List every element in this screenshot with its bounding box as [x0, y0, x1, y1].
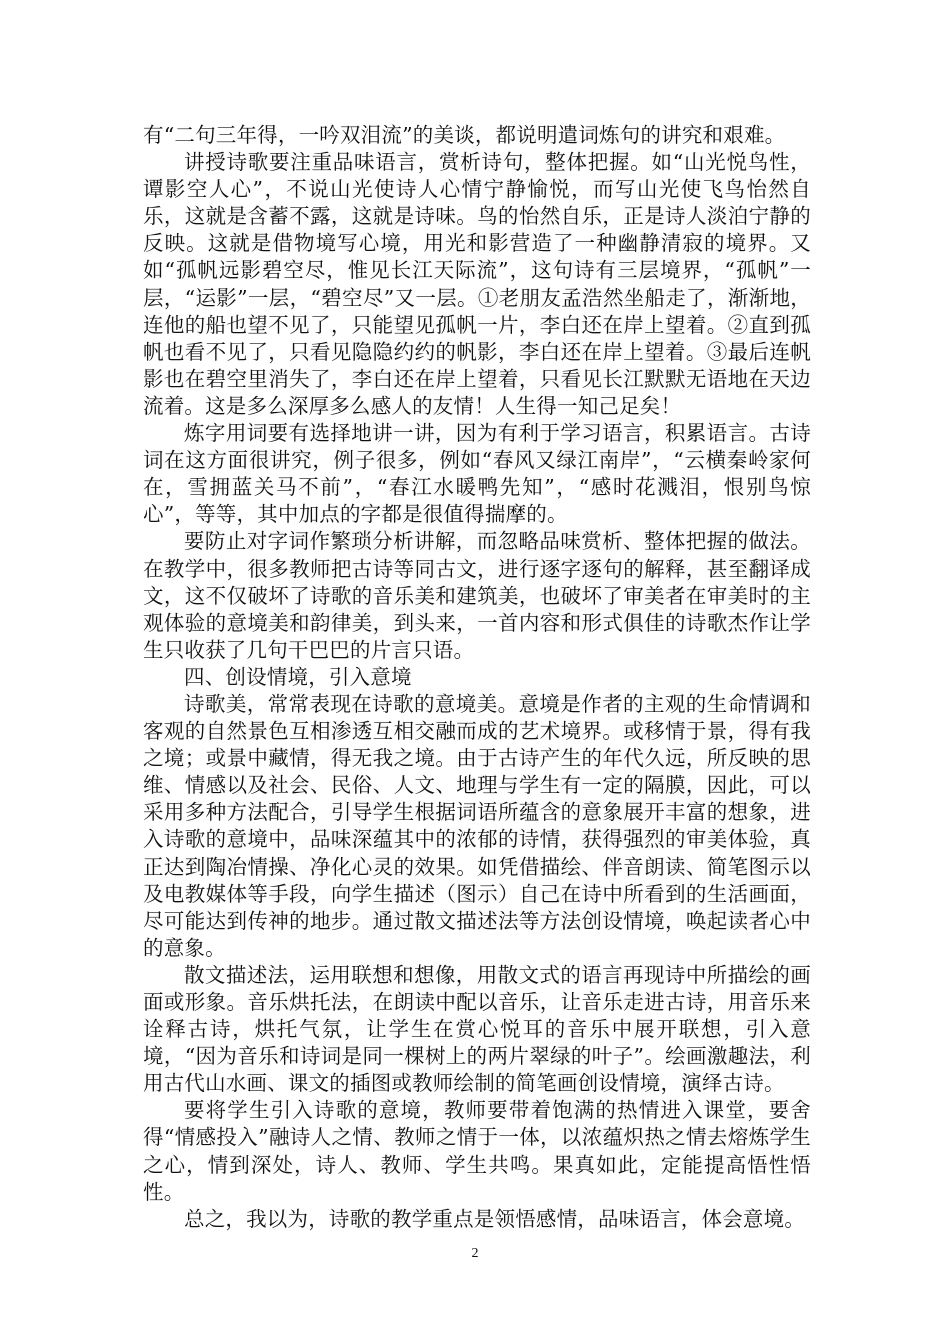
- paragraph-4: 要防止对字词作繁琐分析讲解，而忽略品味赏析、整体把握的做法。在教学中，很多教师把古诗等同古文，进行逐字逐句的解释，甚至翻译成文，这不仅破坏了诗歌的音乐美和建筑美，也破坏了审美者在审美时的主观体验的意境美和韵律美，到头来，一首内容和形式俱佳的诗歌杰作让学生只收获了几句干巴巴的片言只语。: [143, 529, 811, 662]
- document-body: [143, 122, 811, 1233]
- paragraph-5: 诗歌美，常常表现在诗歌的意境美。意境是作者的主观的生命情调和客观的自然景色互相渗透互相交融而成的艺术境界。或移情于景，得有我之境；或景中藏情，得无我之境。由于古诗产生的年代久远，所反映的思维、情感以及社会、民俗、人文、地理与学生有一定的隔膜，因此，可以采用多种方法配合，引导学生根据词语所蕴含的意象展开丰富的想象，进入诗歌的意境中，品味深蕴其中的浓郁的诗情，获得强烈的审美体验，真正达到陶冶情操、净化心灵的效果。如凭借描绘、伴音朗读、简笔图示以及电教媒体等手段，向学生描述（图示）自己在诗中所看到的生活画面，尽可能达到传神的地步。通过散文描述法等方法创设情境，唤起读者心中的意象。: [143, 691, 811, 960]
- paragraph-1: 有“二句三年得，一吟双泪流”的美谈，都说明遣词炼句的讲究和艰难。: [143, 123, 786, 147]
- paragraph-3: 炼字用词要有选择地讲一讲，因为有利于学习语言，积累语言。古诗词在这方面很讲究，例子很多，例如“春风又绿江南岸”，“云横秦岭家何在，雪拥蓝关马不前”，“春江水暖鸭先知”，“感时花溅泪，恨别鸟惊心”，等等，其中加点的字都是很值得揣摩的。: [143, 421, 811, 527]
- page-number: 2: [471, 1246, 479, 1261]
- paragraph-8: 总之，我以为，诗歌的教学重点是领悟感情，品味语言，体会意境。: [184, 1206, 805, 1231]
- paragraph-6: 散文描述法，运用联想和想像，用散文式的语言再现诗中所描绘的画面或形象。音乐烘托法，在朗读中配以音乐，让音乐走进古诗，用音乐来诠释古诗，烘托气氛，让学生在赏心悦耳的音乐中展开联想，引入意境，“因为音乐和诗词是同一棵树上的两片翠绿的叶子”。绘画激趣法，利用古代山水画、课文的插图或教师绘制的简笔画创设情境，演绎古诗。: [143, 962, 811, 1096]
- paragraph-7: 要将学生引入诗歌的意境，教师要带着饱满的热情进入课堂，要舍得“情感投入”融诗人之情、教师之情于一体，以浓蕴炽热之情去熔炼学生之心，情到深处，诗人、教师、学生共鸣。果真如此，定能提高悟性悟性。: [143, 1098, 811, 1204]
- paragraph-2: 讲授诗歌要注重品味语言，赏析诗句，整体把握。如“山光悦鸟性，谭影空人心”，不说山光使诗人心情宁静愉悦，而写山光使飞鸟怡然自乐，这就是含蓄不露，这就是诗味。鸟的怡然自乐，正是诗人淡泊宁静的反映。这就是借物境写心境，用光和影营造了一种幽静清寂的境界。又如“孤帆远影碧空尽，惟见长江天际流”，这句诗有三层境界，“孤帆”一层，“运影”一层，“碧空尽”又一层。①老朋友孟浩然坐船走了，渐渐地，连他的船也望不见了，只能望见孤帆一片，李白还在岸上望着。②直到孤帆也看不见了，只看见隐隐约约的帆影，李白还在岸上望着。③最后连帆影也在碧空里消失了，李白还在岸上望着，只看见长江默默无语地在天边流着。这是多么深厚多么感人的友情！人生得一知己足矣！: [143, 150, 811, 418]
- section-heading: 四、创设情境，引入意境: [184, 664, 412, 689]
